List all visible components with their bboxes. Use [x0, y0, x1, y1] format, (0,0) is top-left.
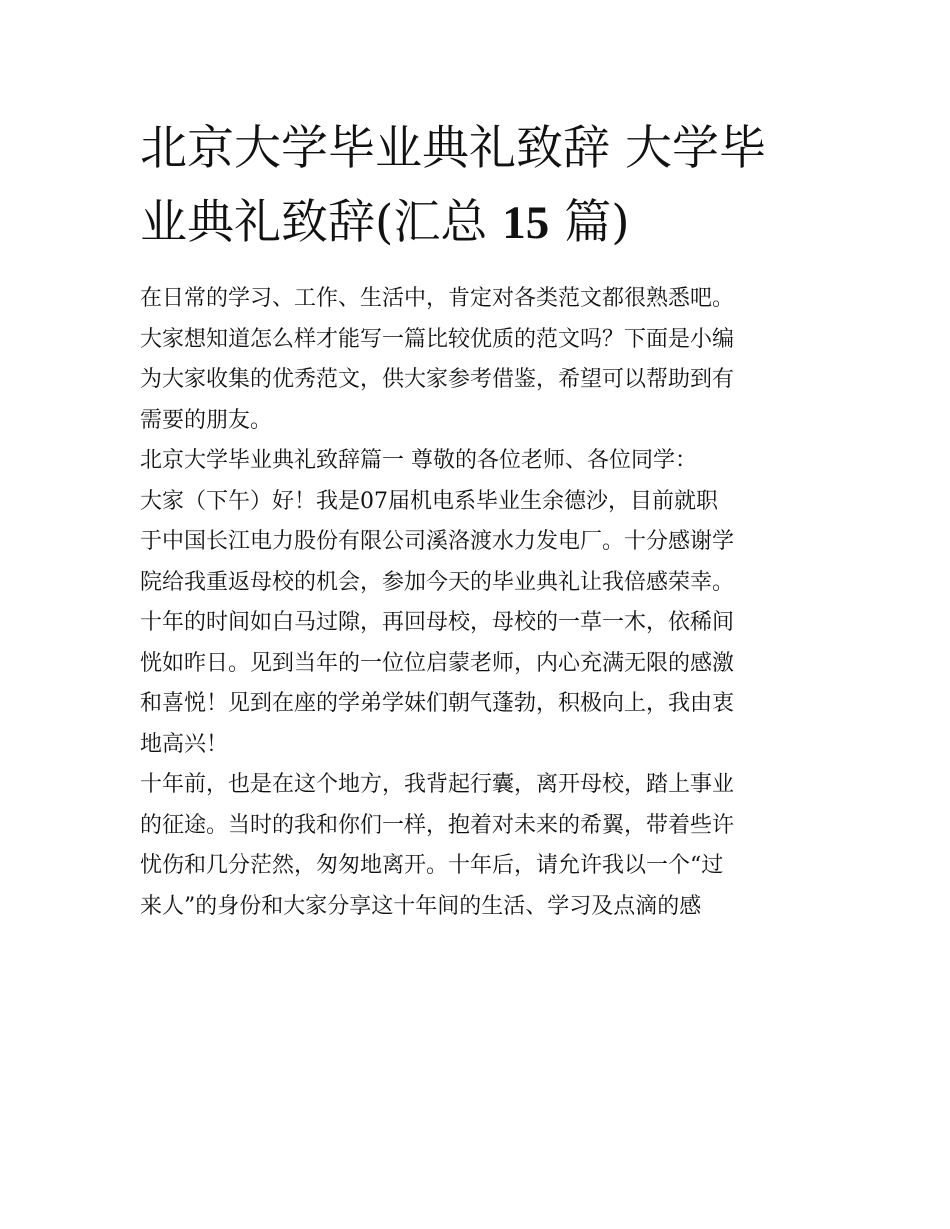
title-line-2-text: 业典礼致辞(汇总 [140, 195, 488, 250]
document-body [140, 279, 820, 927]
title-count: 15 [502, 197, 550, 249]
body-line: 十年前，也是在这个地方，我背起行囊，离开母校，踏上事业 [140, 772, 735, 797]
body-line: 忧伤和几分茫然，匆匆地离开。十年后，请允许我以一个“过 [140, 853, 724, 878]
body-line: 十年的时间如白马过隙，再回母校，母校的一草一木，依稀间 [140, 610, 735, 635]
title-line-2-end: 篇) [564, 195, 630, 250]
body-line: 来人”的身份和大家分享这十年间的生活、学习及点滴的感 [140, 893, 702, 919]
section-heading: 北京大学毕业典礼致辞篇一 尊敬的各位老师、各位同学： [140, 448, 697, 473]
body-line: 大家（下午）好！我是07届机电系毕业生余德沙，目前就职 [140, 488, 718, 514]
title-line-1: 北京大学毕业典礼致辞 大学毕 [140, 121, 766, 176]
body-line: 和喜悦！见到在座的学弟学妹们朝气蓬勃，积极向上，我由衷 [140, 691, 735, 716]
body-line: 恍如昨日。见到当年的一位位启蒙老师，内心充满无限的感激 [140, 650, 735, 676]
body-line: 于中国长江电力股份有限公司溪洛渡水力发电厂。十分感谢学 [140, 529, 735, 554]
body-line: 的征途。当时的我和你们一样，抱着对未来的希翼，带着些许 [140, 812, 735, 838]
body-line: 大家想知道怎么样才能写一篇比较优质的范文吗？下面是小编 [140, 326, 735, 352]
body-line: 在日常的学习、工作、生活中，肯定对各类范文都很熟悉吧。 [140, 286, 735, 311]
title-line-2 [140, 186, 820, 260]
body-line: 院给我重返母校的机会，参加今天的毕业典礼让我倍感荣幸。 [140, 569, 735, 595]
body-line: 为大家收集的优秀范文，供大家参考借鉴，希望可以帮助到有 [140, 367, 735, 392]
document-title [140, 112, 820, 260]
body-line: 地高兴！ [140, 731, 229, 757]
body-line: 需要的朋友。 [140, 407, 273, 433]
